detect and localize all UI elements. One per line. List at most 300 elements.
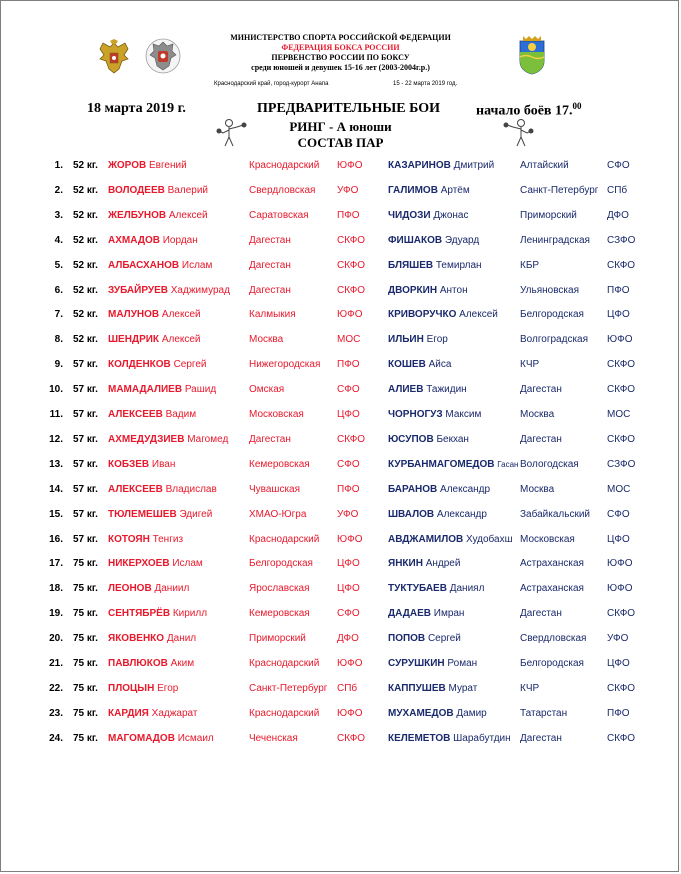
red-corner-name [108, 381, 216, 399]
red-corner-region: Дагестан [249, 284, 291, 296]
start-time-label: начало боёв 17. [476, 103, 573, 119]
table-row [1, 580, 680, 598]
blue-corner-first-name: Егор [426, 334, 448, 346]
table-row [1, 306, 680, 324]
red-corner-region: Кемеровская [249, 608, 310, 620]
red-corner-district: СКФО [337, 732, 366, 744]
weight-class: 75 кг. [73, 633, 98, 645]
red-corner-first-name: Ислам [181, 259, 213, 271]
blue-corner-district: ДФО [607, 209, 629, 221]
red-corner-region: Кемеровская [249, 458, 310, 470]
weight-class: 57 кг. [73, 483, 98, 495]
blue-corner-district: МОС [607, 409, 631, 420]
blue-corner-region: Татарстан [520, 707, 568, 719]
red-corner-region: Калмыкия [249, 309, 296, 321]
blue-corner-region: Дагестан [520, 608, 562, 620]
table-row [1, 157, 680, 175]
blue-corner-last-name: КАЗАРИНОВ [388, 160, 451, 171]
red-corner-name [108, 605, 207, 623]
red-corner-district: ЦФО [337, 558, 360, 570]
blue-corner-first-name: Имран [433, 608, 465, 620]
weight-class: 75 кг. [73, 658, 98, 669]
table-row [1, 182, 680, 200]
blue-corner-last-name: КЕЛЕМЕТОВ [388, 732, 451, 744]
weight-class: 52 кг. [73, 234, 98, 246]
weight-class: 52 кг. [73, 334, 98, 346]
blue-corner-last-name: ТУКТУБАЕВ [388, 583, 447, 595]
bout-number: 9. [54, 359, 63, 371]
table-row [1, 356, 680, 374]
red-corner-district: СКФО [337, 234, 366, 246]
table-row [1, 456, 680, 474]
blue-corner-name [388, 431, 469, 449]
red-corner-district: СКФО [337, 284, 366, 296]
red-corner-last-name: ПАВЛЮКОВ [108, 658, 168, 669]
blue-corner-district: ПФО [607, 284, 630, 296]
blue-corner-district: СКФО [607, 259, 636, 271]
red-corner-region: Чеченская [249, 732, 298, 744]
bout-number: 22. [49, 682, 63, 694]
red-corner-district: ДФО [337, 633, 359, 645]
blue-corner-district: СЗФО [607, 458, 636, 470]
red-corner-name [108, 406, 196, 424]
blue-corner-last-name: КОШЕВ [388, 359, 426, 371]
lineup-title: СОСТАВ ПАР [297, 135, 384, 150]
table-row [1, 406, 680, 424]
bout-number: 8. [54, 334, 63, 346]
red-corner-last-name: МАГОМАДОВ [108, 732, 175, 744]
red-corner-last-name: ВОЛОДЕЕВ [108, 184, 165, 196]
blue-corner-name [388, 356, 451, 374]
championship-title: ПЕРВЕНСТВО РОССИИ ПО БОКСУ [271, 53, 410, 62]
blue-corner-district: ЦФО [607, 658, 630, 669]
red-corner-region: Нижегородская [249, 359, 321, 371]
blue-corner-last-name: МУХАМЕДОВ [388, 707, 454, 719]
red-corner-last-name: АЛЕКСЕЕВ [108, 409, 163, 420]
blue-corner-last-name: КРИВОРУЧКО [388, 309, 457, 321]
red-corner-name [108, 580, 189, 598]
blue-corner-first-name: Темирлан [435, 259, 482, 271]
red-corner-region: Свердловская [249, 184, 316, 196]
red-corner-district: ЮФО [337, 533, 363, 545]
red-corner-last-name: АХМАДОВ [108, 234, 160, 246]
blue-corner-region: Забайкальский [520, 508, 590, 520]
bout-number: 11. [49, 409, 63, 420]
bout-number: 17. [49, 558, 63, 570]
blue-corner-first-name: Алексей [459, 309, 498, 321]
table-row [1, 431, 680, 449]
blue-corner-first-name: Роман [447, 658, 478, 669]
blue-corner-first-name: Андрей [425, 558, 461, 570]
blue-corner-first-name: Максим [445, 409, 482, 420]
bout-number: 7. [54, 309, 63, 321]
blue-corner-last-name: ДВОРКИН [388, 284, 438, 296]
blue-corner-district: СКФО [607, 682, 636, 694]
red-corner-region: Краснодарский [249, 533, 320, 545]
red-corner-region: Чувашская [249, 483, 301, 495]
table-row [1, 605, 680, 623]
red-corner-last-name: ЖЕЛБУНОВ [108, 209, 167, 221]
red-corner-district: СПб [337, 682, 358, 694]
blue-corner-region: Белгородская [520, 309, 584, 321]
red-corner-name [108, 456, 175, 474]
blue-corner-first-name: Худобахш [466, 533, 513, 545]
red-corner-first-name: Алексей [161, 309, 201, 321]
red-corner-region: Краснодарский [249, 707, 320, 719]
blue-corner-name [388, 630, 461, 648]
blue-corner-last-name: ИЛЬИН [388, 334, 424, 346]
red-corner-first-name: Алексей [168, 209, 208, 221]
blue-corner-district: ЮФО [607, 558, 633, 570]
weight-class: 75 кг. [73, 558, 98, 570]
blue-corner-name [388, 555, 460, 573]
weight-class: 57 кг. [73, 409, 98, 420]
red-corner-first-name: Егор [157, 682, 179, 694]
red-corner-last-name: АХМЕДУДЗИЕВ [108, 433, 185, 445]
red-corner-first-name: Алексей [161, 334, 201, 346]
blue-corner-first-name: Александр [440, 483, 491, 495]
red-corner-first-name: Ислам [172, 558, 203, 570]
red-corner-region: Санкт-Петербург [249, 682, 328, 694]
blue-corner-district: СКФО [607, 359, 636, 371]
table-row [1, 232, 680, 250]
event-dates: 15 - 22 марта 2019 год. [393, 81, 458, 87]
weight-class: 75 кг. [73, 707, 98, 719]
weight-class: 57 кг. [73, 359, 98, 371]
blue-corner-district: ЮФО [607, 334, 633, 346]
blue-corner-first-name: Эдуард [444, 234, 480, 246]
bout-number: 18. [49, 583, 63, 595]
bout-number: 6. [54, 284, 63, 296]
table-row [1, 331, 680, 349]
red-corner-first-name: Кирилл [172, 608, 208, 620]
blue-corner-name [388, 506, 487, 524]
blue-corner-region: Ленинградская [520, 234, 590, 246]
blue-corner-name [388, 705, 487, 723]
blue-corner-region: Астраханская [520, 558, 584, 570]
blue-corner-region: Вологодская [520, 458, 579, 470]
red-corner-last-name: СЕНТЯБРЁВ [108, 608, 171, 620]
red-corner-name [108, 356, 206, 374]
blue-corner-last-name: ЧОРНОГУЗ [388, 409, 443, 420]
blue-corner-first-name: Даниял [449, 583, 485, 595]
red-corner-district: ЮФО [337, 707, 363, 719]
red-corner-last-name: ЗУБАЙРУЕВ [108, 284, 168, 296]
red-corner-district: СФО [337, 608, 360, 620]
red-corner-first-name: Данил [166, 633, 197, 645]
red-corner-first-name: Валерий [167, 184, 209, 196]
red-corner-name [108, 531, 183, 549]
bout-number: 16. [49, 533, 63, 545]
bout-date: 18 марта 2019 г. [87, 101, 186, 116]
blue-corner-region: Санкт-Петербург [520, 184, 599, 196]
table-row [1, 555, 680, 573]
ring-title: РИНГ - А юноши [289, 119, 392, 134]
blue-corner-first-name: Бекхан [436, 433, 469, 445]
blue-corner-region: Дагестан [520, 732, 562, 744]
blue-corner-district: ЦФО [607, 309, 630, 321]
blue-corner-last-name: ЯНКИН [388, 558, 423, 570]
red-corner-name [108, 182, 208, 200]
table-row [1, 381, 680, 399]
blue-corner-district: СКФО [607, 732, 636, 744]
red-corner-name [108, 257, 212, 275]
blue-corner-last-name: СУРУШКИН [388, 658, 445, 669]
red-corner-name [108, 555, 203, 573]
ministry-title: МИНИСТЕРСТВО СПОРТА РОССИЙСКОЙ ФЕДЕРАЦИИ [230, 33, 451, 42]
blue-corner-district: СКФО [607, 384, 636, 396]
weight-class: 57 кг. [73, 458, 98, 470]
table-row [1, 531, 680, 549]
event-location: Краснодарский край, город-курорт Анапа [214, 81, 329, 87]
red-corner-last-name: ЛЕОНОВ [108, 583, 152, 595]
red-corner-region: Москва [249, 334, 284, 346]
red-corner-first-name: Иван [151, 458, 176, 470]
red-corner-last-name: НИКЕРХОЕВ [108, 558, 170, 570]
blue-corner-district: МОС [607, 483, 631, 495]
red-corner-name [108, 680, 178, 698]
weight-class: 52 кг. [73, 184, 98, 196]
blue-corner-name [388, 207, 468, 225]
red-corner-name [108, 705, 197, 723]
red-corner-district: ЦФО [337, 583, 360, 595]
red-corner-name [108, 331, 201, 349]
blue-corner-district: СЗФО [607, 234, 636, 246]
federation-title: ФЕДЕРАЦИЯ БОКСА РОССИИ [281, 43, 400, 52]
blue-corner-first-name: Сергей [427, 633, 461, 645]
table-row [1, 481, 680, 499]
red-corner-region: Ярославская [249, 583, 310, 595]
blue-corner-region: Дагестан [520, 433, 562, 445]
blue-corner-name [388, 580, 484, 598]
bout-number: 14. [49, 483, 63, 495]
red-corner-first-name: Сергей [173, 359, 207, 371]
blue-corner-district: СФО [607, 160, 630, 171]
red-corner-region: Приморский [249, 633, 306, 645]
red-corner-last-name: МАЛУНОВ [108, 309, 160, 321]
blue-corner-first-name: Александр [436, 508, 487, 520]
red-corner-first-name: Иордан [162, 234, 198, 246]
bout-number: 5. [54, 259, 63, 271]
red-corner-region: Краснодарский [249, 658, 320, 669]
weight-class: 52 кг. [73, 309, 98, 321]
weight-class: 57 кг. [73, 384, 98, 396]
blue-corner-name [388, 680, 477, 698]
table-row [1, 207, 680, 225]
red-corner-district: ЦФО [337, 409, 360, 420]
red-corner-first-name: Аким [170, 658, 195, 669]
weight-class: 52 кг. [73, 284, 98, 296]
blue-corner-region: КБР [520, 259, 540, 271]
red-corner-district: ПФО [337, 483, 360, 495]
red-corner-name [108, 506, 212, 524]
bout-number: 13. [49, 458, 63, 470]
blue-corner-region: Москва [520, 483, 555, 495]
red-corner-district: СФО [337, 384, 360, 396]
red-corner-last-name: КОТОЯН [108, 533, 150, 545]
red-corner-region: Дагестан [249, 259, 291, 271]
blue-corner-first-name: Джонас [433, 209, 469, 221]
blue-corner-name [388, 605, 464, 623]
blue-corner-region: Белгородская [520, 658, 584, 669]
red-corner-name [108, 157, 187, 175]
category-title: среди юношей и девушек 15-16 лет (2003-2004г.р.) [251, 63, 430, 72]
bout-number: 3. [54, 209, 63, 221]
red-corner-region: ХМАО-Югра [249, 508, 307, 520]
bout-number: 12. [49, 433, 63, 445]
blue-corner-district: СПб [607, 184, 628, 196]
blue-corner-first-name: Гасан [497, 459, 519, 469]
blue-corner-name [388, 257, 482, 275]
weight-class: 52 кг. [73, 160, 98, 171]
red-corner-district: ЮФО [337, 160, 363, 171]
red-corner-last-name: КАРДИЯ [108, 707, 149, 719]
blue-corner-first-name: Шарабутдин [453, 732, 511, 744]
blue-corner-name [388, 157, 494, 175]
blue-corner-region: Волгоградская [520, 334, 589, 346]
blue-corner-first-name: Дмитрий [453, 160, 495, 171]
red-corner-district: СФО [337, 458, 360, 470]
weight-class: 75 кг. [73, 682, 98, 694]
blue-corner-last-name: ДАДАЕВ [388, 608, 431, 620]
red-corner-first-name: Эдигей [179, 508, 213, 520]
table-row [1, 705, 680, 723]
blue-corner-name [388, 730, 511, 748]
red-corner-district: МОС [337, 334, 361, 346]
red-corner-first-name: Владислав [165, 483, 217, 495]
blue-corner-district: СФО [607, 508, 630, 520]
red-corner-first-name: Хаджарат [151, 707, 198, 719]
blue-corner-name [388, 282, 468, 300]
red-corner-district: ПФО [337, 209, 360, 221]
blue-corner-district: ПФО [607, 707, 630, 719]
table-row [1, 655, 680, 673]
blue-corner-last-name: ЮСУПОВ [388, 433, 434, 445]
table-row [1, 630, 680, 648]
blue-corner-last-name: КУРБАНМАГОМЕДОВ [388, 458, 495, 470]
weight-class: 75 кг. [73, 583, 98, 595]
red-corner-district: СКФО [337, 259, 366, 271]
blue-corner-last-name: ГАЛИМОВ [388, 184, 438, 196]
weight-class: 57 кг. [73, 433, 98, 445]
blue-corner-last-name: ПОПОВ [388, 633, 426, 645]
red-corner-name [108, 730, 214, 748]
blue-corner-district: СКФО [607, 433, 636, 445]
red-corner-name [108, 481, 217, 499]
red-corner-region: Московская [249, 409, 304, 420]
blue-corner-last-name: АВДЖАМИЛОВ [388, 533, 464, 545]
red-corner-region: Белгородская [249, 558, 313, 570]
blue-corner-first-name: Айса [428, 359, 452, 371]
weight-class: 52 кг. [73, 259, 98, 271]
red-corner-name [108, 232, 198, 250]
blue-corner-first-name: Дамир [456, 707, 487, 719]
table-row [1, 730, 680, 748]
red-corner-first-name: Хаджимурад [170, 284, 230, 296]
blue-corner-first-name: Мурат [448, 682, 478, 694]
table-row [1, 257, 680, 275]
blue-corner-name [388, 381, 467, 399]
stage-title: ПРЕДВАРИТЕЛЬНЫЕ БОИ [257, 101, 441, 116]
bout-number: 10. [49, 384, 63, 396]
red-corner-region: Дагестан [249, 433, 291, 445]
table-row [1, 680, 680, 698]
red-corner-name [108, 655, 194, 673]
blue-corner-name [388, 232, 479, 250]
red-corner-first-name: Вадим [165, 409, 197, 420]
red-corner-last-name: ПЛОЦЫН [108, 682, 155, 694]
red-corner-region: Омская [249, 384, 285, 396]
blue-corner-last-name: КАППУШЕВ [388, 682, 446, 694]
table-row [1, 506, 680, 524]
blue-corner-last-name: ЧИДОЗИ [388, 209, 431, 221]
blue-corner-district: УФО [607, 633, 629, 645]
red-corner-district: СКФО [337, 433, 366, 445]
red-corner-district: ЮФО [337, 309, 363, 321]
bout-number: 1. [54, 160, 63, 171]
blue-corner-region: Ульяновская [520, 284, 579, 296]
red-corner-district: ЮФО [337, 658, 363, 669]
blue-corner-last-name: ФИШАКОВ [388, 234, 443, 246]
blue-corner-name [388, 331, 448, 349]
red-corner-district: ПФО [337, 359, 360, 371]
weight-class: 57 кг. [73, 508, 98, 520]
blue-corner-region: Алтайский [520, 160, 569, 171]
blue-corner-region: Дагестан [520, 384, 562, 396]
blue-corner-district: ЦФО [607, 533, 630, 545]
blue-corner-district: ЮФО [607, 583, 633, 595]
red-corner-first-name: Тенгиз [152, 533, 184, 545]
red-corner-last-name: АЛБАСХАНОВ [108, 259, 180, 271]
red-corner-name [108, 306, 201, 324]
red-corner-first-name: Рашид [184, 384, 217, 396]
bout-number: 2. [54, 184, 63, 196]
start-time-minutes: 00 [572, 101, 582, 111]
blue-corner-name [388, 182, 470, 200]
blue-corner-last-name: БЛЯШЕВ [388, 259, 434, 271]
weight-class: 57 кг. [73, 533, 98, 545]
blue-corner-region: Московская [520, 533, 575, 545]
red-corner-last-name: ТЮЛЕМЕШЕВ [108, 508, 177, 520]
bout-number: 19. [49, 608, 63, 620]
blue-corner-name [388, 456, 518, 474]
red-corner-last-name: КОБЗЕВ [108, 458, 150, 470]
red-corner-name [108, 630, 196, 648]
blue-corner-name [388, 481, 490, 499]
red-corner-last-name: КОЛДЕНКОВ [108, 359, 171, 371]
bout-number: 20. [49, 633, 63, 645]
red-corner-last-name: МАМАДАЛИЕВ [108, 384, 183, 396]
red-corner-region: Дагестан [249, 234, 291, 246]
red-corner-name [108, 431, 228, 449]
red-corner-region: Краснодарский [249, 160, 320, 171]
bout-number: 15. [49, 508, 63, 520]
blue-corner-name [388, 531, 513, 549]
bout-number: 21. [49, 658, 63, 669]
blue-corner-last-name: ШВАЛОВ [388, 508, 435, 520]
blue-corner-region: КЧР [520, 682, 540, 694]
blue-corner-first-name: Тажидин [426, 384, 467, 396]
blue-corner-region: КЧР [520, 359, 540, 371]
red-corner-last-name: ЖОРОВ [108, 160, 147, 171]
blue-corner-first-name: Антон [439, 284, 468, 296]
red-corner-last-name: ЯКОВЕНКО [108, 633, 165, 645]
red-corner-name [108, 282, 230, 300]
red-corner-first-name: Исмаил [177, 732, 214, 744]
red-corner-first-name: Даниил [154, 583, 190, 595]
blue-corner-district: СКФО [607, 608, 636, 620]
red-corner-district: УФО [337, 508, 359, 520]
